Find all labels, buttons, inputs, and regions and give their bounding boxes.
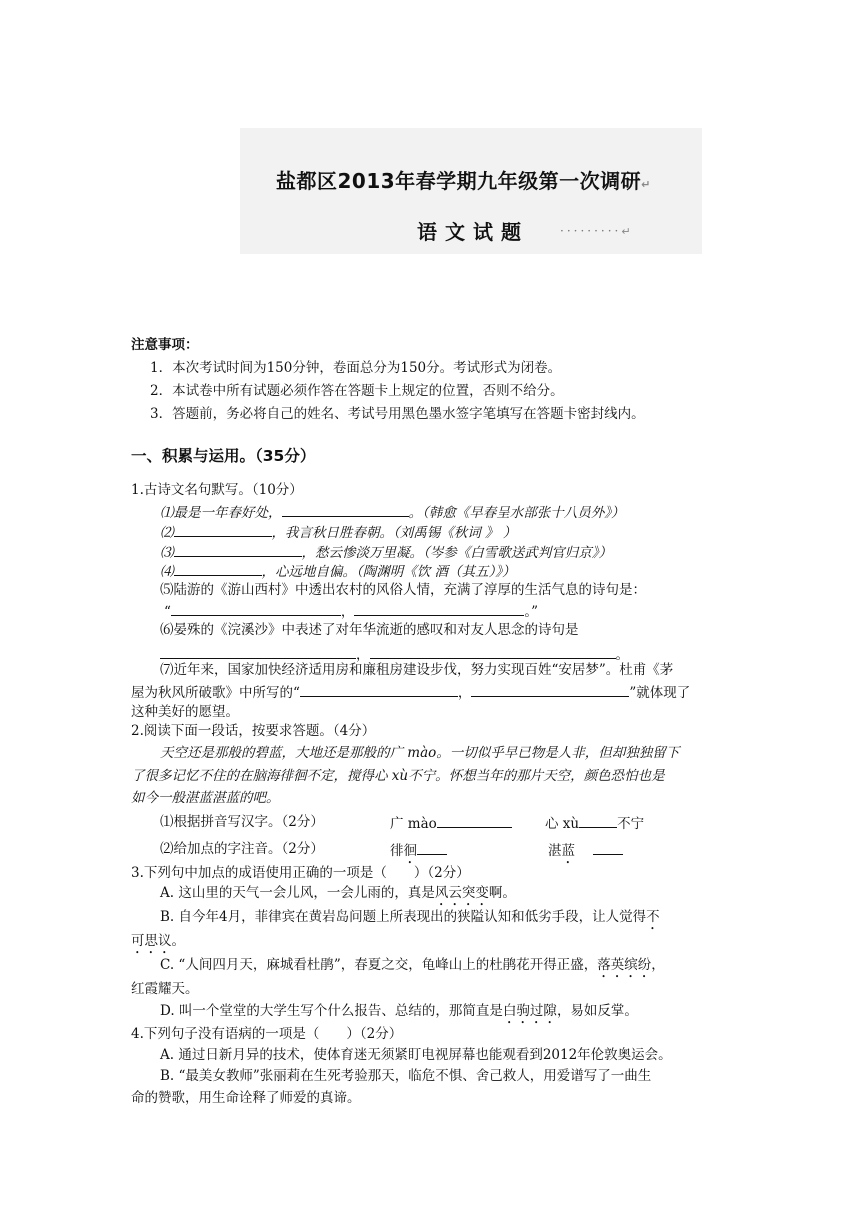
answer-blank[interactable] [593,840,623,855]
notice-item: 1．本次考试时间为150分钟，卷面总分为150分。考试形式为闭卷。 [150,360,562,376]
q1-item-c: ⑶ ，愁云惨淡万里凝。（岑参《白雪歌送武判官归京》） [160,542,612,562]
question-3-stem: 3.下列句中加点的成语使用正确的一项是（ ）（2分） [131,865,470,881]
q1-item-g-line2: 屋为秋风所破歌》中所写的“ ， ”就体现了 [131,682,690,702]
q4-option-b: B. “最美女教师”张丽莉在生死考验那天，临危不惧、舍己救人，用爱谱写了一曲生 [160,1068,652,1084]
section-heading: 一、积累与运用。（35分） [131,447,316,465]
q2-sub2-a: 徘徊 [390,840,447,867]
q2-sub1: ⑴根据拼音写汉字。（2分） [160,814,324,830]
question-2-stem: 2.阅读下面一段话，按要求答题。（4分） [131,723,376,739]
q3-option-d: D. 叫一个堂堂的大学生写个什么报告、总结的，那简直是白驹过隙，易如反掌。 [160,1003,638,1019]
q1-item-f-blanks: ， 。 [160,644,629,664]
dotted-phrase: 白驹过隙 [502,1003,557,1019]
q1-item-b: ⑵ ，我言秋日胜春朝。（刘禹锡《秋词 》 ） [160,522,516,542]
answer-blank[interactable] [437,813,512,828]
question-4-stem: 4.下列句子没有语病的一项是（ ）（2分） [131,1026,403,1042]
q2-sub1-a: 广 mào [390,813,512,833]
notice-heading: 注意事项： [131,337,199,353]
dotted-char: 蓝 [561,843,575,859]
q2-sub2: ⑵给加点的字注音。（2分） [160,841,324,857]
answer-blank[interactable] [171,601,341,616]
q2-sub2-b: 湛蓝 [548,840,623,867]
q3-option-b: B. 自今年4月，菲律宾在黄岩岛问题上所表现出的狭隘认知和低劣手段，让人觉得不 [160,909,660,925]
dotted-phrase: 风云突变 [434,885,489,901]
q2-sub1-b: 心 xù 不宁 [545,813,644,833]
exam-title: 盐都区2013年春学期九年级第一次调研↵ [276,169,651,193]
answer-blank[interactable] [354,601,524,616]
q4-option-a: A. 通过日新月异的技术，使体育迷无须紧盯电视屏幕也能观看到2012年伦敦奥运会。 [160,1047,672,1063]
q1-item-g: ⑺近年来，国家加快经济适用房和廉租房建设步伐，努力实现百姓“安居梦”。杜甫《茅 [160,662,674,678]
answer-blank[interactable] [579,813,617,828]
dotted-phrase: 可思议 [131,933,172,949]
q1-item-a: ⑴最是一年春好处， 。（韩愈《早春呈水部张十八员外》） [160,502,625,522]
q1-item-f: ⑹晏殊的《浣溪沙》中表述了对年华流逝的感叹和对友人思念的诗句是 [160,622,579,638]
answer-blank[interactable] [300,682,458,697]
dotted-char: 徊 [403,843,417,859]
return-mark-icon: ↵ [641,178,651,191]
leader-dots: ·········↵ [560,224,634,238]
answer-blank[interactable] [417,840,447,855]
q1-item-e: ⑸陆游的《游山西村》中透出农村的风俗人情，充满了淳厚的生活气息的诗句是： [160,582,646,598]
q3-option-b-line2: 可思议。 [131,933,185,949]
q2-passage-line: 如今一般湛蓝湛蓝的吧。 [131,790,280,806]
return-mark-icon: ↵ [621,225,634,238]
q3-option-c: C. “人间四月天，麻城看杜鹃”，春夏之交，龟峰山上的杜鹃花开得正盛，落英缤纷， [160,957,665,973]
q1-item-g-line3: 这种美好的愿望。 [131,704,239,720]
notice-item: 3．答题前，务必将自己的姓名、考试号用黑色墨水签字笔填写在答题卡密封线内。 [150,406,645,422]
q1-item-d: ⑷ ，心远地自偏。（陶渊明《饮 酒（其五）》） [160,561,516,581]
answer-blank[interactable] [370,644,616,659]
q3-option-c-line2: 红霞耀天。 [131,981,199,997]
dotted-phrase: 落英缤纷 [597,957,652,973]
q2-passage-line: 了很多记忆不住的在脑海徘徊不定，搅得心 xù不宁。怀想当年的那片天空，颜色恐怕也是 [131,768,665,784]
answer-blank[interactable] [282,502,409,517]
q1-item-e-blanks: “ ， 。” [164,601,538,621]
q3-option-a: A. 这山里的天气一会儿风，一会儿雨的，真是风云突变啊。 [160,885,516,901]
exam-subtitle: 语文试题 [417,220,529,244]
q4-option-b-line2: 命的赞歌，用生命诠释了师爱的真谛。 [131,1090,361,1106]
notice-item: 2．本试卷中所有试题必须作答在答题卡上规定的位置，否则不给分。 [150,383,564,399]
dotted-phrase: 不 [646,909,660,925]
answer-blank[interactable] [174,542,302,557]
answer-blank[interactable] [174,522,272,537]
answer-blank[interactable] [174,561,262,576]
question-1-stem: 1.古诗文名句默写。（10分） [131,482,303,498]
q2-passage-line: 天空还是那般的碧蓝，大地还是那般的广 mào。一切似乎早已物是人非，但却独独留下 [160,745,680,761]
answer-blank[interactable] [160,644,356,659]
answer-blank[interactable] [471,682,629,697]
